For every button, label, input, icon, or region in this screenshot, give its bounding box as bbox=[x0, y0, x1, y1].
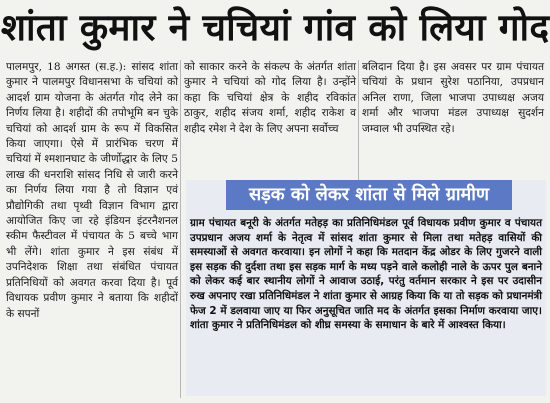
column-divider-2 bbox=[358, 60, 359, 182]
column-2-text: को साकार करने के संकल्प के अंतर्गत शांता कुमार ने चचियां को गोद लिया है। उन्होंने कहा कि चचियां क्षेत्र के शहीद रविकांत ठाकुर, शहीद संजय शर्मा, शहीद राकेश व शहीद रमेश ने देश के लिए अपना सर्वोच्च bbox=[184, 61, 356, 135]
sidebar-story-heading: सड़क को लेकर शांता से मिले ग्रामीण bbox=[226, 180, 512, 210]
sidebar-story-text: ग्राम पंचायत बनूरी के अंतर्गत मतेहड़ का प्रतिनिधिमंडल पूर्व विधायक प्रवीण कुमार व पंचायत उपप्रधान अजय शर्मा के नेतृत्व में सांसद शांता कुमार से मिला तथा मतेहड़ वासियों की समस्याओं से अवगत करवाया। इन लोगों ने कहा कि मतदान केंद्र ओडर के लिए गुजरने वाली इस सड़क की दुर्दशा तथा इस सड़क मार्ग के मध्य पड़ने वाले कलोही नाले के ऊपर पुल बनाने को लेकर कई बार स्थानीय लोगों ने आवाज उठाई, परंतु वर्तमान सरकार ने इस पर उदासीन रुख अपनाए रखा प्रतिनिधिमंडल ने शांता कुमार से आग्रह किया कि या तो सड़क को प्रधानमंत्री फेज 2 में डलवाया जाए या फिर अनुसूचित जाति मद के अंतर्गत इसका निर्माण करवाया जाए। शांता कुमार ने प्रतिनिधिमंडल को शीघ्र समस्या के समाधान के बारे में आश्वस्त किया। bbox=[190, 217, 542, 332]
article-column-2 bbox=[184, 60, 356, 200]
headline: शांता कुमार ने चचियां गांव को लिया गोद bbox=[0, 6, 550, 49]
article-column-1 bbox=[6, 60, 178, 400]
article-column-3 bbox=[362, 60, 544, 200]
column-1-text: पालमपुर, 18 अगस्त (स.ह.): सांसद शांता कुमार ने पालमपुर विधानसभा के चचियां को आदर्श ग्राम योजना के अंतर्गत गोद लेने का निर्णय लिया है। शहीदों की तपोभूमि बन चुके चचियां को आदर्श ग्राम के रूप में विकसित किया जाएगा। ऐसे में प्रारंभिक चरण में चचियां में श्मशानघाट के जीर्णोद्धार के लिए 5 लाख की धनराशि सांसद निधि से जारी करने का निर्णय लिया गया है तो विज्ञान एवं प्रौद्योगिकी तथा पृथ्वी विज्ञान विभाग द्वारा आयोजित किए जा रहे इंडियन इंटरनैशनल स्कीम फैस्टीवल में पंचायत के 5 बच्चे भाग भी लेंगे। शांता कुमार ने इस संबंध में उपनिदेशक शिक्षा तथा संबंधित पंचायत प्रतिनिधियों को अवगत करवा दिया है। पूर्व विधायक प्रवीण कुमार ने बताया कि शहीदों के सपनों bbox=[6, 61, 178, 320]
column-divider-1 bbox=[180, 60, 181, 398]
column-3-text: बलिदान दिया है। इस अवसर पर ग्राम पंचायत चचियां के प्रधान सुरेश पठानिया, उपप्रधान अनिल राणा, जिला भाजपा उपाध्यक्ष अजय शर्मा और भाजपा मंडल उपाध्यक्ष सुदर्शन जम्वाल भी उपस्थित रहे। bbox=[362, 61, 544, 135]
